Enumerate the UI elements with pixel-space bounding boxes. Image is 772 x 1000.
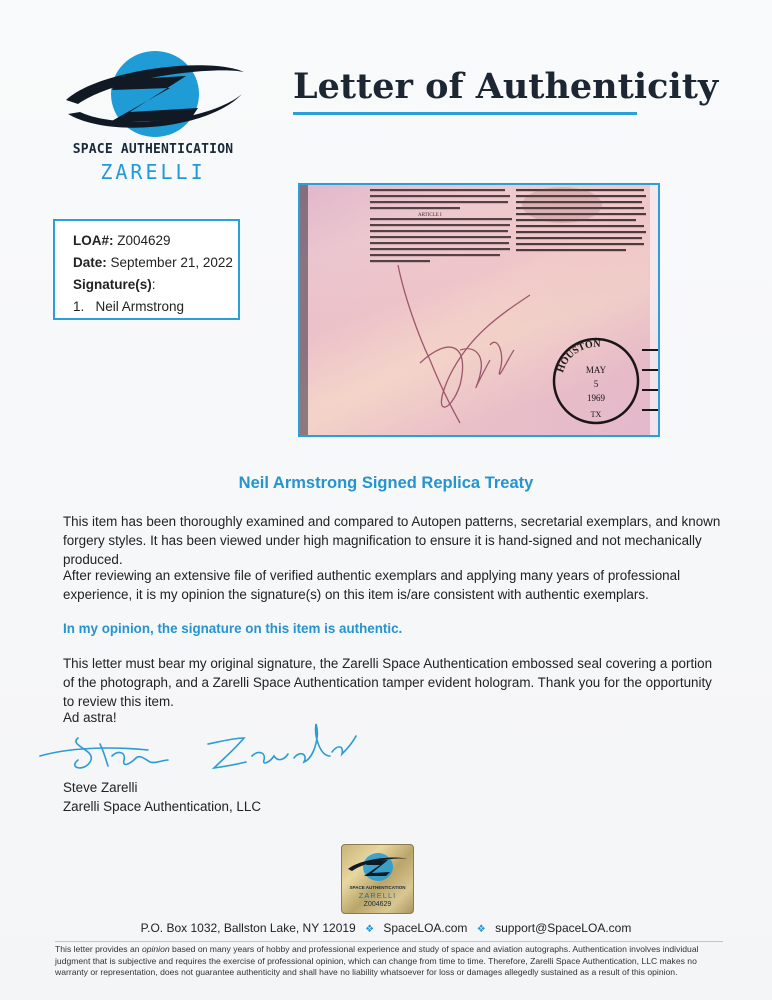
page-title: Letter of Authenticity	[293, 66, 719, 107]
hologram-logo-icon	[342, 845, 413, 885]
item-photo	[298, 183, 660, 437]
loa-number: Z004629	[117, 233, 171, 248]
date-label: Date:	[73, 255, 107, 270]
closing-salutation: Ad astra!	[63, 710, 117, 725]
hologram-line1: SPACE AUTHENTICATION	[349, 885, 406, 890]
loa-info-box	[53, 219, 240, 320]
hologram-code: Z004629	[363, 901, 392, 908]
contact-line	[0, 921, 772, 935]
signature-name: Neil Armstrong	[95, 299, 185, 314]
title-underline	[293, 112, 637, 115]
postmark-day: 5	[593, 379, 599, 389]
postmark-state: TX	[590, 410, 602, 419]
postmark-month: MAY	[585, 365, 607, 375]
signatures-colon: :	[151, 277, 156, 292]
signer-company: Zarelli Space Authentication, LLC	[63, 799, 262, 814]
postmark-year: 1969	[587, 393, 605, 403]
zarelli-signature	[38, 716, 358, 778]
website-link[interactable]: SpaceLOA.com	[383, 921, 468, 935]
loa-number-row	[73, 230, 238, 252]
opinion-statement: In my opinion, the signature on this item is authentic.	[63, 621, 403, 636]
logo-line2: ZARELLI	[100, 160, 206, 184]
article-heading: ARTICLE I	[418, 213, 442, 218]
disclaimer-emphasis: opinion	[141, 944, 170, 954]
email-link[interactable]: support@SpaceLOA.com	[495, 921, 632, 935]
zarelli-logo	[58, 42, 248, 187]
loa-date: September 21, 2022	[110, 255, 233, 270]
signatures-label: Signature(s)	[73, 277, 152, 292]
separator-icon: ❖	[476, 924, 486, 935]
signatures-row	[73, 274, 238, 296]
signature-item	[73, 296, 238, 318]
disclaimer-text	[55, 944, 727, 979]
signature-number: 1.	[73, 299, 85, 314]
body-paragraph-3: This letter must bear my original signature, the Zarelli Space Authentication embossed seal covering a portion of the photograph, and a Zarelli Space Authentication tamper evident hologram. Thank you for the opportunity to review this item.	[63, 656, 713, 709]
hologram-line2: ZARELLI	[358, 891, 397, 900]
item-title: Neil Armstrong Signed Replica Treaty	[238, 474, 534, 492]
footer-divider	[55, 941, 723, 942]
zarelli-logo-mark	[58, 42, 248, 142]
loa-label: LOA#:	[73, 233, 114, 248]
disclaimer-part2: based on many years of hobby and professional experience and study of space and aviation autographs. Authentication involves individual judgment that is subjective and requires the exercise of professional opinion, which can change from time to time. Therefore, Zarelli Space Authentication, LLC makes no warranty or representation, does not guarantee authenticity and shall have no liability whatsoever for loss or damages allegedly sustained as a result of this opinion.	[55, 944, 699, 977]
disclaimer-part1: This letter provides an	[55, 944, 142, 954]
postal-address: P.O. Box 1032, Ballston Lake, NY 12019	[140, 921, 356, 935]
body-paragraph-2: After reviewing an extensive file of verified authentic exemplars and applying many years of professional experience, it is my opinion the signature(s) on this item is/are consistent with authentic exemplars.	[63, 568, 681, 602]
logo-line1: SPACE AUTHENTICATION	[72, 142, 234, 157]
authentication-hologram	[341, 844, 414, 914]
treaty-photo-art	[300, 185, 658, 435]
separator-icon: ❖	[365, 924, 375, 935]
signer-block	[63, 778, 261, 816]
postmark-city: HOUSTON	[555, 338, 601, 375]
signer-name: Steve Zarelli	[63, 780, 138, 795]
loa-date-row	[73, 252, 238, 274]
body-paragraph-1: This item has been thoroughly examined and compared to Autopen patterns, secretarial exemplars, and known forgery styles. It has been viewed under high magnification to ensure it is hand-signed and not mechanically produced.	[63, 514, 721, 567]
